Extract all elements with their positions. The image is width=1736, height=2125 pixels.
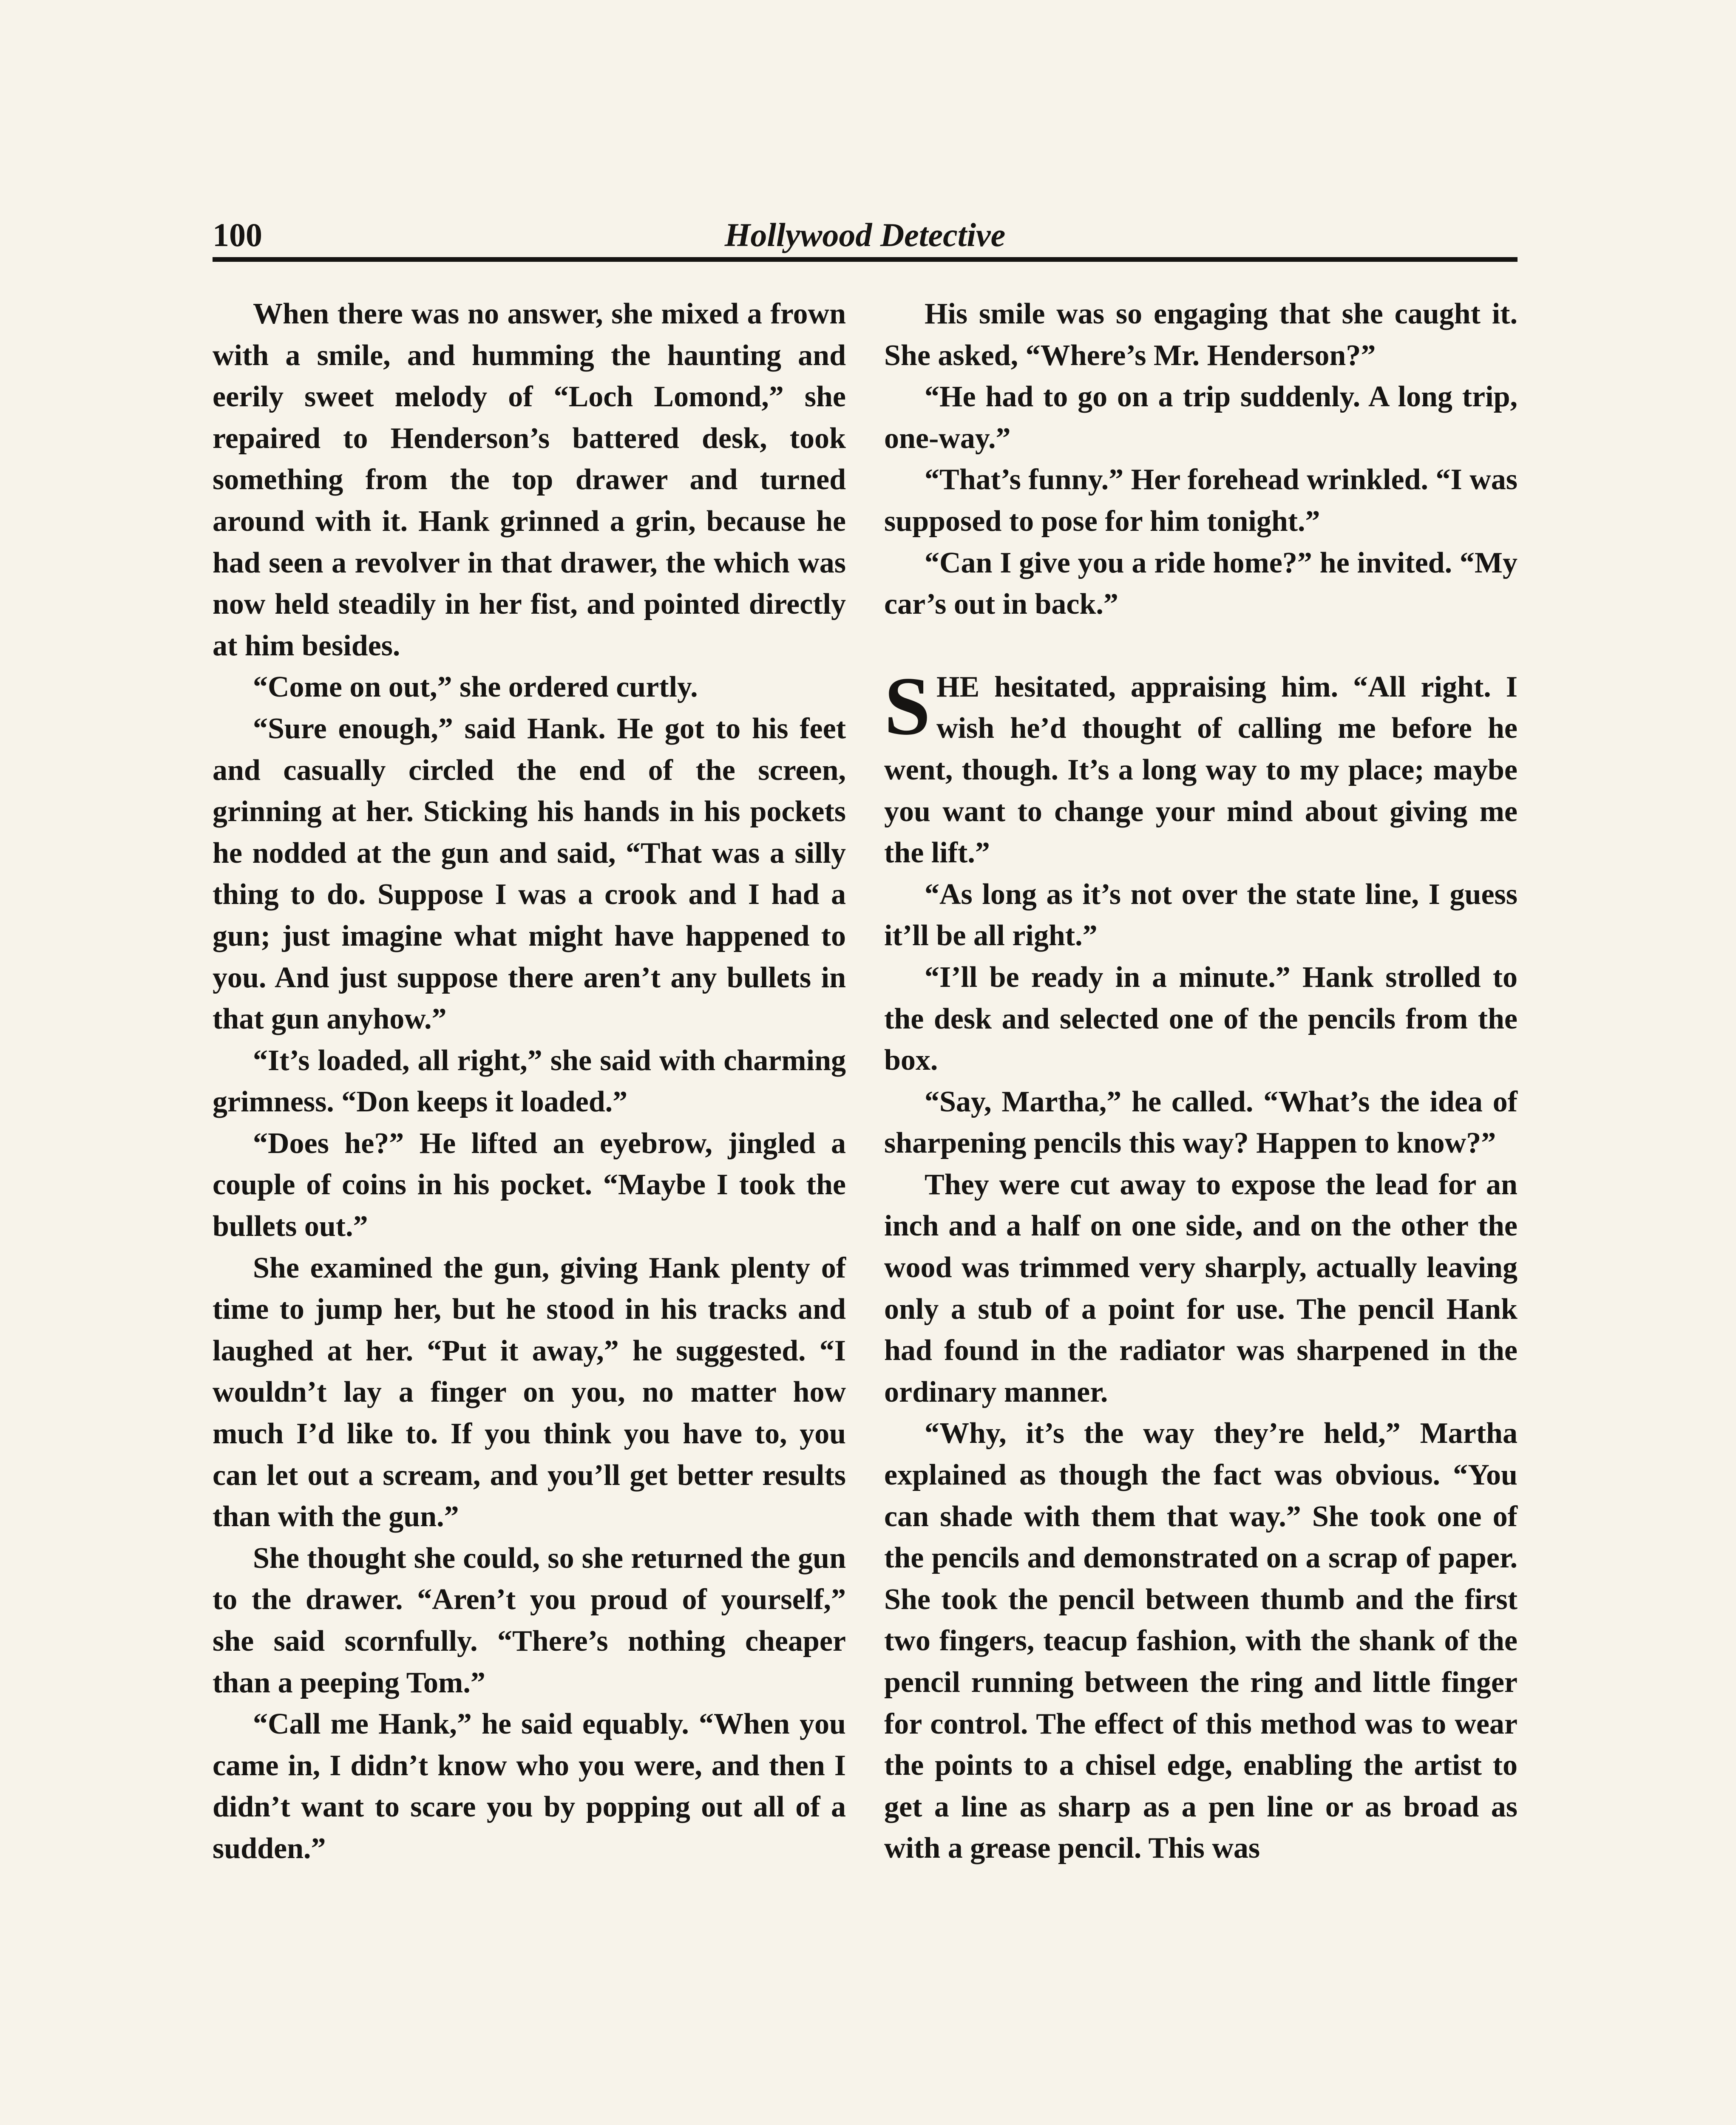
paragraph: They were cut away to expose the lead for an inch and a half on one side, and on the other the wood was trimmed very sharply, actually leaving only a stub of a point for use. The pencil Hank had found in the radiator was sharpened in the ordinary manner. [884,1168,1518,1408]
page-header [213,212,1518,259]
paragraph: She examined the gun, giving Hank plenty of time to jump her, but he stood in his tracks and laughed at her. “Put it away,” he suggested. “I wouldn’t lay a finger on you, no matter how much I’d like to. If you think you have to, you can let out a scream, and you’ll get better results than with the gun.” [213,1251,846,1533]
section-break-paragraph [884,660,1518,874]
paragraph: She thought she could, so she returned the gun to the drawer. “Aren’t you proud of yourself,” she said scornfully. “There’s nothing cheaper than a peeping Tom.” [213,1541,846,1699]
paragraph: “That’s funny.” Her forehead wrinkled. “I was supposed to pose for him tonight.” [884,463,1518,538]
paragraph: “As long as it’s not over the state line, I guess it’ll be all right.” [884,878,1518,952]
paragraph: “Sure enough,” said Hank. He got to his feet and casually circled the end of the screen, grinning at her. Sticking his hands in his pockets he nodded at the gun and said, “That was a silly thing to do. Suppose I was a crook and I had a gun; just imagine what might have happened to you. And just suppose there aren’t any bullets in that gun anyhow.” [213,712,846,1036]
paragraph: When there was no answer, she mixed a frown with a smile, and humming the haunting and eerily sweet melody of “Loch Lomond,” she repaired to Henderson’s battered desk, took something from the top drawer and turned around with it. Hank grinned a grin, because he had seen a revolver in that drawer, the which was now held steadily in her fist, and pointed directly at him besides. [213,298,846,662]
paragraph: “Why, it’s the way they’re held,” Martha explained as though the fact was obvious. “You can shade with them that way.” She took one of the pencils and demonstrated on a scrap of paper. She took the pencil between thumb and the first two fingers, teacup fashion, with the shank of the pencil running between the ring and little finger for control. The effect of this method was to wear the points to a chisel edge, enabling the artist to get a line as sharp as a pen line or as broad as with a grease pencil. This was [884,1417,1518,1865]
paragraph: “It’s loaded, all right,” she said with charming grimness. “Don keeps it loaded.” [213,1044,846,1119]
paragraph: “Call me Hank,” he said equably. “When you came in, I didn’t know who you were, and then I didn’t want to scare you by popping out all of a sudden.” [213,1708,846,1865]
drop-cap: S [884,660,931,752]
page-number: 100 [213,216,262,253]
paragraph: “Say, Martha,” he called. “What’s the idea of sharpening pencils this way? Happen to know?” [884,1085,1518,1160]
section-break-text: HE hesitated, appraising him. “All right. I wish he’d thought of calling me before he went, though. It’s a long way to my place; maybe you want to change your mind about giving me the lift.” [884,670,1518,870]
header-rule [213,257,1518,262]
paragraph: His smile was so engaging that she caught it. She asked, “Where’s Mr. Henderson?” [884,298,1518,372]
running-title: Hollywood Detective [724,216,1006,253]
paragraph: “Come on out,” she ordered curtly. [253,671,698,704]
paragraph: “I’ll be ready in a minute.” Hank strolled to the desk and selected one of the pencils from the box. [884,960,1518,1077]
paragraph: “Can I give you a ride home?” he invited. “My car’s out in back.” [884,546,1518,621]
right-column [884,293,1518,1869]
paragraph: “Does he?” He lifted an eyebrow, jingled a couple of coins in his pocket. “Maybe I took the bullets out.” [213,1127,846,1243]
paragraph: “He had to go on a trip suddenly. A long trip, one-way.” [884,380,1518,455]
left-column [213,293,846,1870]
